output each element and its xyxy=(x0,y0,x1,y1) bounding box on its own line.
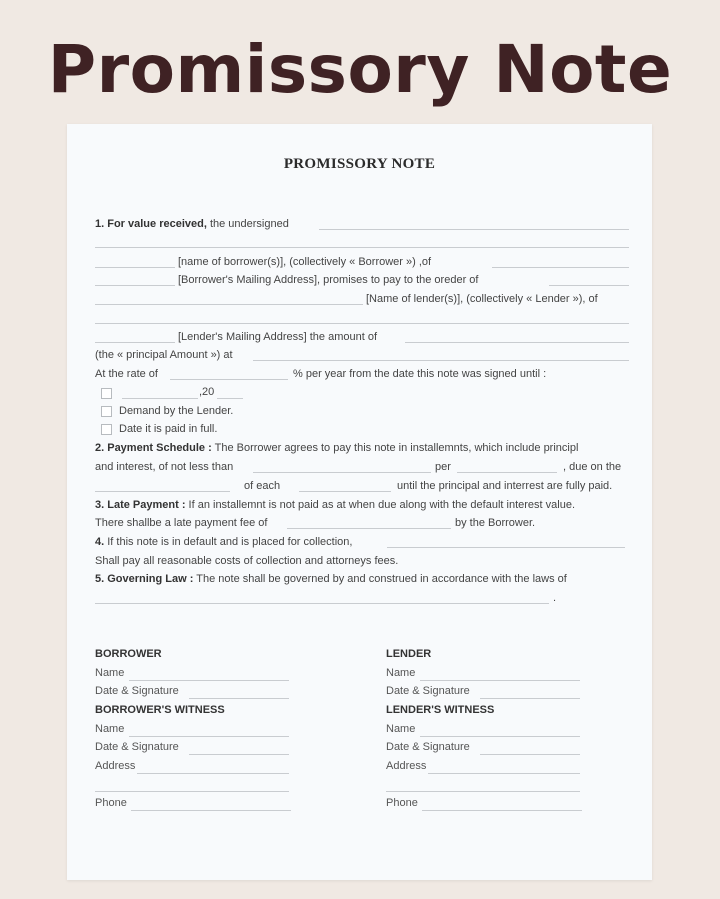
lender-name-label: Name xyxy=(386,667,416,679)
borrower-date-sig-field[interactable] xyxy=(189,698,289,699)
option-paid-full-checkbox[interactable] xyxy=(101,424,112,435)
due-day-field[interactable] xyxy=(95,491,230,492)
option-demand-checkbox[interactable] xyxy=(101,406,112,417)
borrower-witness-name-field[interactable] xyxy=(129,736,289,737)
borrower-name-label: [name of borrower(s)], (collectively « Borrower ») ,of xyxy=(178,256,432,268)
borrower-name-label: Name xyxy=(95,667,125,679)
clause-1-intro: 1. For value received, the undersigned xyxy=(95,218,289,230)
installment-per-label: per xyxy=(435,461,451,473)
borrower-address-field[interactable] xyxy=(95,285,175,286)
undersigned-field-line2[interactable] xyxy=(95,247,629,248)
of-each-label: of each xyxy=(244,480,281,492)
lender-address-label: [Lender's Mailing Address] the amount of xyxy=(178,331,377,343)
installment-prefix: and interest, of not less than xyxy=(95,461,234,473)
lender-witness-phone-field[interactable] xyxy=(422,810,582,811)
collection-costs-text: Shall pay all reasonable costs of collection and attorneys fees. xyxy=(95,555,399,567)
borrower-witness-phone-label: Phone xyxy=(95,797,127,809)
borrower-witness-name-label: Name xyxy=(95,723,125,735)
governing-law-field[interactable] xyxy=(95,603,549,604)
principal-label: (the « principal Amount ») at xyxy=(95,349,233,361)
rate-prefix: At the rate of xyxy=(95,368,158,380)
borrower-witness-date-sig-label: Date & Signature xyxy=(95,741,179,753)
due-period-field[interactable] xyxy=(299,491,391,492)
borrower-of-field[interactable] xyxy=(492,267,629,268)
document-page xyxy=(67,124,652,880)
hero-title: Promissory Note xyxy=(47,31,673,108)
lender-address-field[interactable] xyxy=(95,342,175,343)
collection-party-field[interactable] xyxy=(387,547,625,548)
lender-witness-address-label: Address xyxy=(386,760,427,772)
late-fee-prefix: There shallbe a late payment fee of xyxy=(95,517,268,529)
lender-order-field[interactable] xyxy=(549,285,629,286)
clause-3-intro: 3. Late Payment : If an installemnt is not paid as at when due along with the default interest value. xyxy=(95,499,576,511)
rate-field[interactable] xyxy=(170,379,288,380)
governing-law-end: . xyxy=(553,592,557,604)
borrower-witness-date-sig-field[interactable] xyxy=(189,754,289,755)
clause-2-intro: 2. Payment Schedule : The Borrower agrees to pay this note in installemnts, which include principl xyxy=(95,442,579,454)
late-fee-suffix: by the Borrower. xyxy=(455,517,536,529)
borrower-date-sig-label: Date & Signature xyxy=(95,685,179,697)
lender-witness-address-field-2[interactable] xyxy=(386,791,580,792)
principal-field[interactable] xyxy=(253,360,629,361)
undersigned-field[interactable] xyxy=(319,229,629,230)
borrower-address-label: [Borrower's Mailing Address], promises to pay to the oreder of xyxy=(178,274,479,286)
borrower-witness-address-field[interactable] xyxy=(137,773,289,774)
borrower-name-field[interactable] xyxy=(95,267,175,268)
borrower-heading: BORROWER xyxy=(95,648,162,660)
lender-witness-name-field[interactable] xyxy=(420,736,580,737)
option-year-field[interactable] xyxy=(217,398,243,399)
lender-witness-heading: LENDER'S WITNESS xyxy=(386,704,495,716)
borrower-name-sig-field[interactable] xyxy=(129,680,289,681)
clause-5-intro: 5. Governing Law : The note shall be governed by and construed in accordance with the laws of xyxy=(95,573,567,585)
lender-date-sig-label: Date & Signature xyxy=(386,685,470,697)
installment-amount-field[interactable] xyxy=(253,472,431,473)
lender-name-label: [Name of lender(s)], (collectively « Lender »), of xyxy=(366,293,598,305)
borrower-witness-heading: BORROWER'S WITNESS xyxy=(95,704,225,716)
until-paid-label: until the principal and interrest are fully paid. xyxy=(397,480,613,492)
document-title: PROMISSORY NOTE xyxy=(283,156,436,172)
option-demand-label: Demand by the Lender. xyxy=(119,405,234,417)
rate-suffix: % per year from the date this note was signed until : xyxy=(293,368,547,380)
borrower-witness-phone-field[interactable] xyxy=(131,810,291,811)
installment-period-field[interactable] xyxy=(457,472,557,473)
lender-name-sig-field[interactable] xyxy=(420,680,580,681)
lender-of-field[interactable] xyxy=(95,323,629,324)
lender-date-sig-field[interactable] xyxy=(480,698,580,699)
borrower-witness-address-field-2[interactable] xyxy=(95,791,289,792)
lender-witness-phone-label: Phone xyxy=(386,797,418,809)
borrower-witness-address-label: Address xyxy=(95,760,136,772)
lender-witness-name-label: Name xyxy=(386,723,416,735)
installment-due-label: , due on the xyxy=(563,461,622,473)
option-date-field[interactable] xyxy=(122,398,198,399)
amount-field[interactable] xyxy=(405,342,629,343)
option-date-checkbox[interactable] xyxy=(101,388,112,399)
clause-4-intro: 4. If this note is in default and is placed for collection, xyxy=(95,536,353,548)
lender-witness-date-sig-field[interactable] xyxy=(480,754,580,755)
late-fee-field[interactable] xyxy=(287,528,451,529)
lender-heading: LENDER xyxy=(386,648,432,660)
lender-witness-date-sig-label: Date & Signature xyxy=(386,741,470,753)
option-paid-full-label: Date it is paid in full. xyxy=(119,423,218,435)
option-date-label: ,20 xyxy=(199,386,215,398)
lender-witness-address-field[interactable] xyxy=(428,773,580,774)
lender-name-field[interactable] xyxy=(95,304,363,305)
